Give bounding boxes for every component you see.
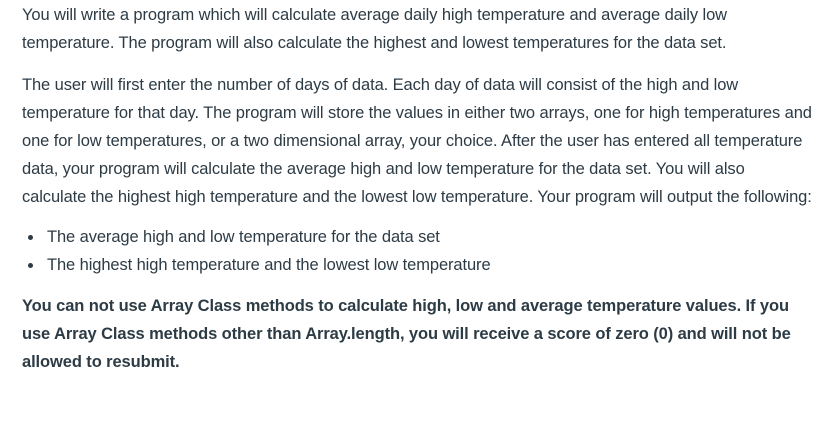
bullet-icon: [28, 263, 33, 268]
assignment-description: [22, 0, 812, 376]
list-item: [22, 223, 812, 251]
intro-paragraph: You will write a program which will calculate average daily high temperature and average daily low temperature. The program will also calculate the highest and lowest temperatures for the data set.: [22, 6, 727, 52]
details-paragraph: The user will first enter the number of days of data. Each day of data will consist of the high and low temperature for that day. The program will store the values in either two arrays, one for high temperatures and one for low temperatures, or a two dimensional array, your choice. After the user has entered all temperature data, your program will calculate the average high and low temperature for the data set. You will also calculate the highest high temperature and the lowest low temperature. Your program will output the following:: [22, 76, 812, 206]
warning-paragraph: You can not use Array Class methods to calculate high, low and average temperature values. If you use Array Class methods other than Array.length, you will receive a score of zero (0) and will not be allowed to resubmit.: [22, 297, 791, 371]
output-list: [22, 223, 812, 279]
bullet-icon: [28, 235, 33, 240]
list-item-text: The average high and low temperature for the data set: [47, 228, 440, 246]
list-item: [22, 251, 812, 279]
list-item-text: The highest high temperature and the lowest low temperature: [47, 256, 491, 274]
